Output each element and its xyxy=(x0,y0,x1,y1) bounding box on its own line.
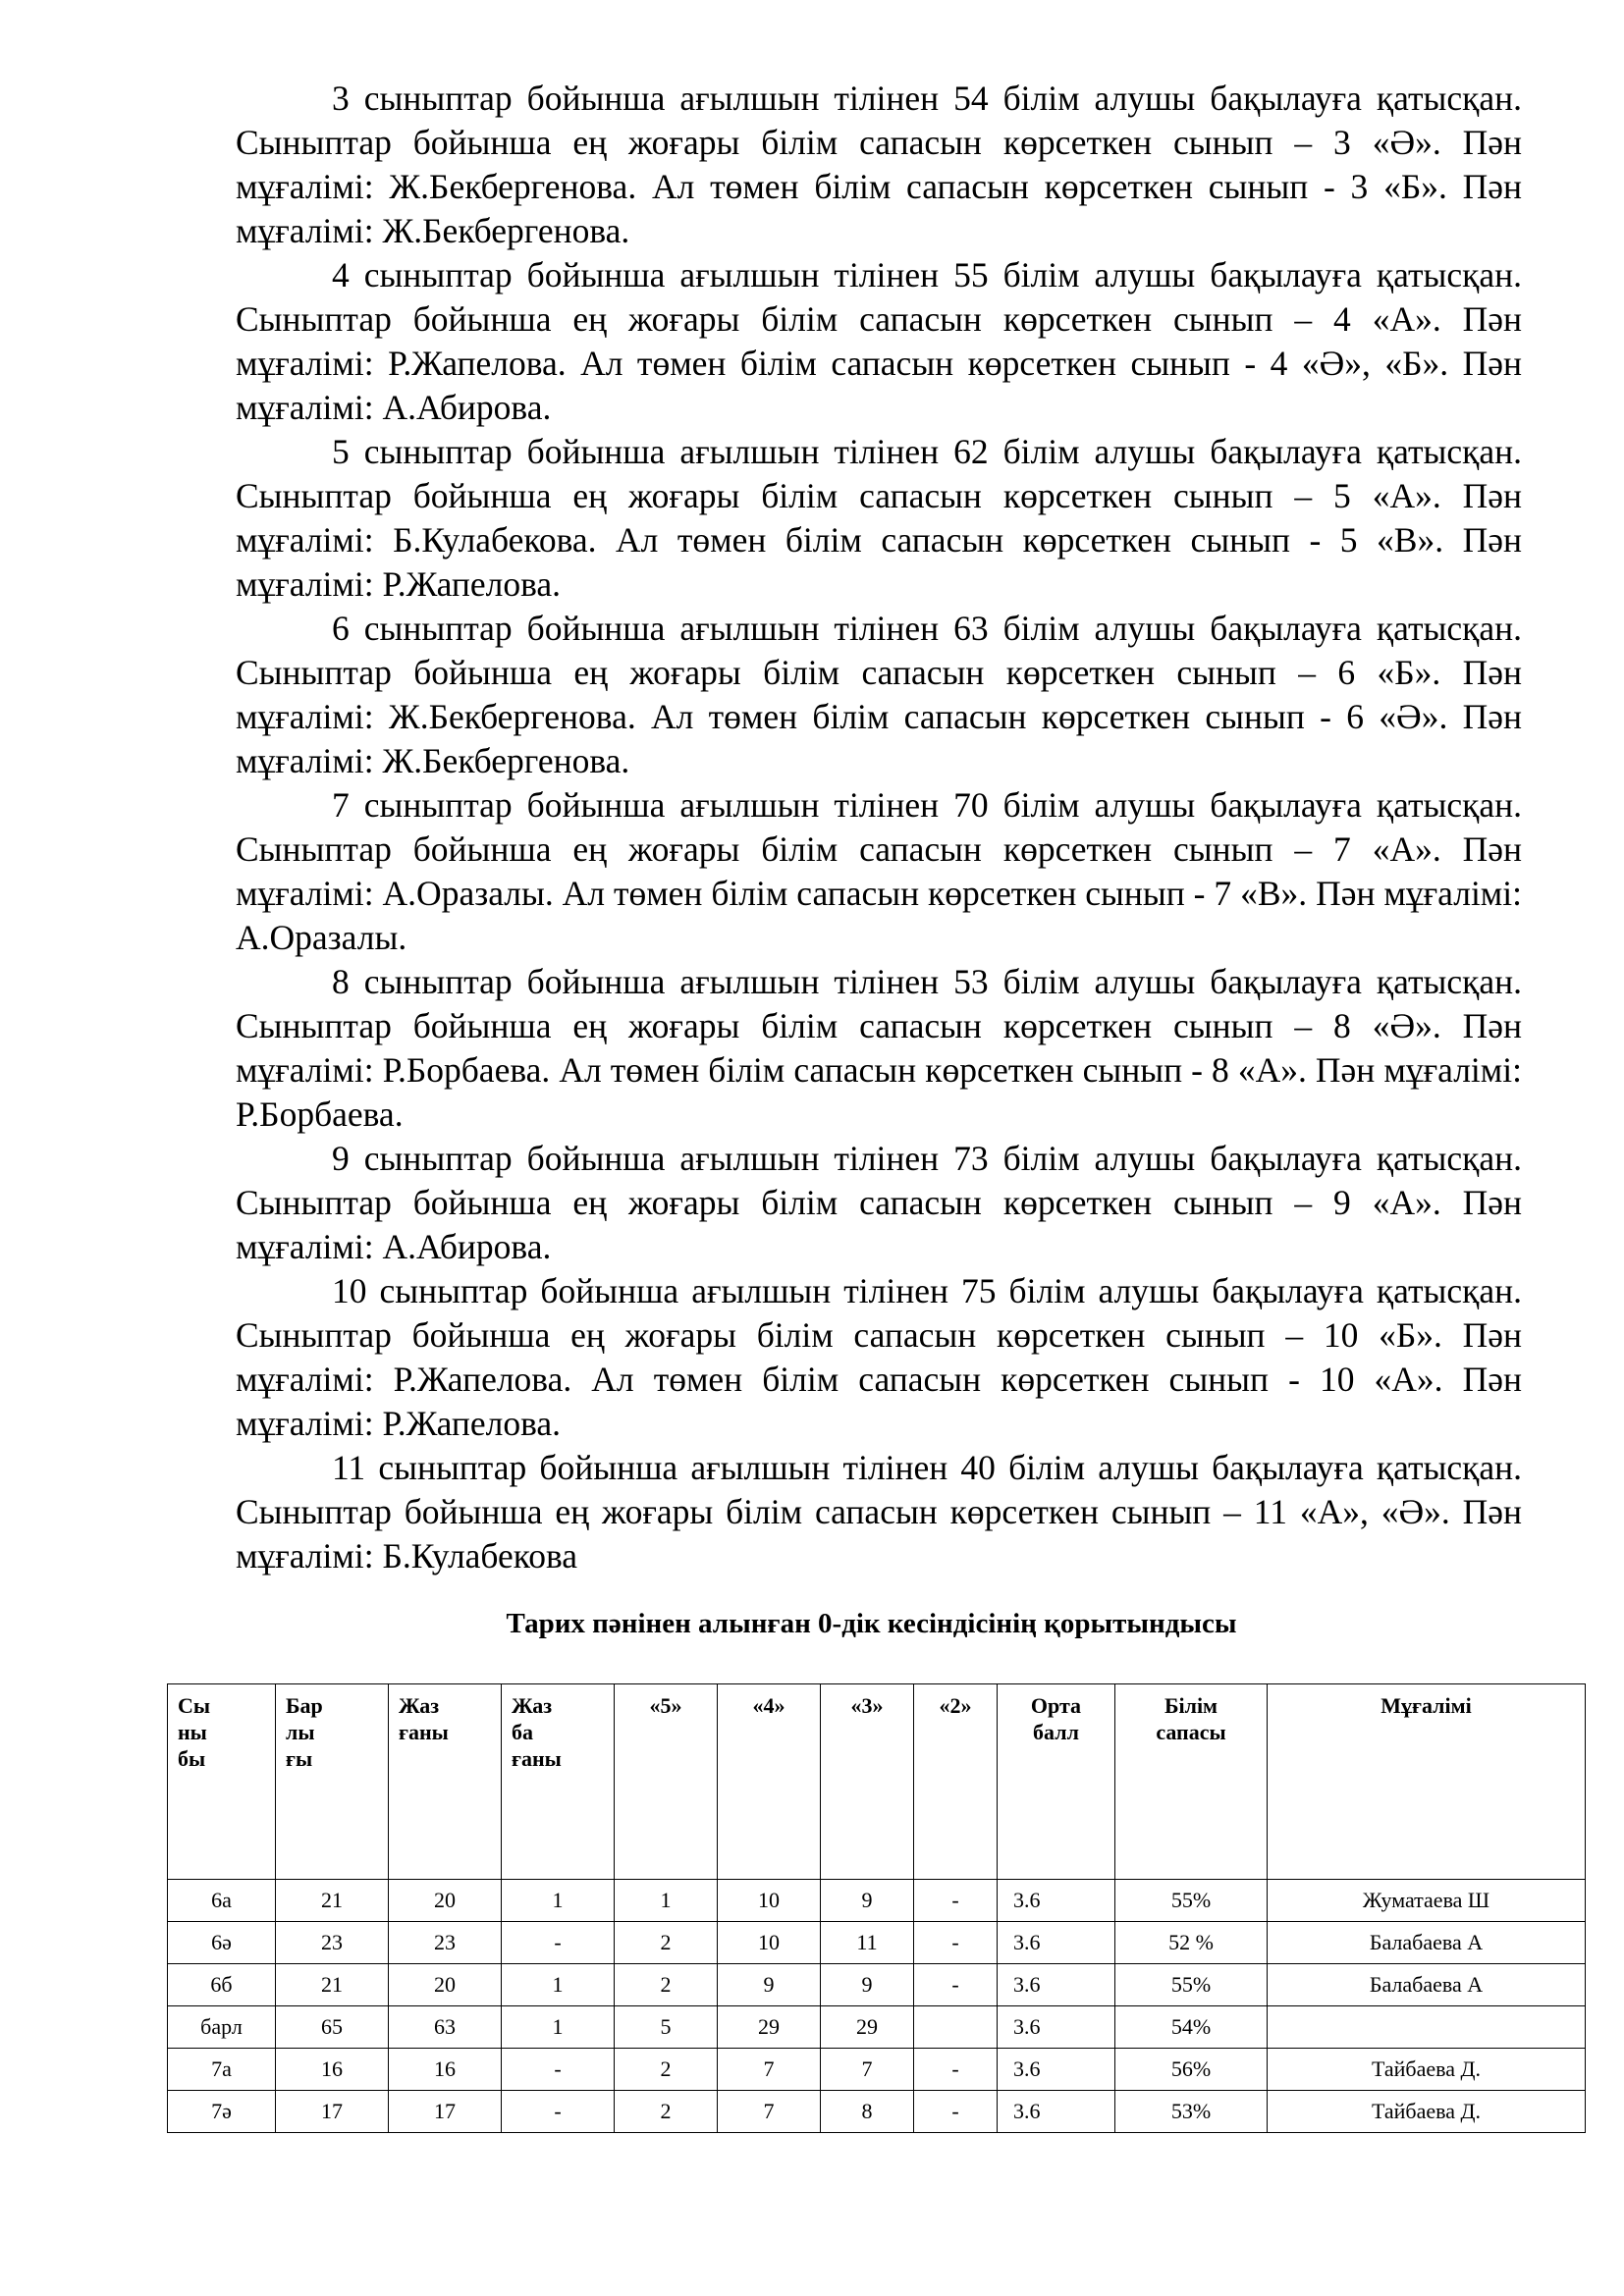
table-cell: 7а xyxy=(168,2049,276,2091)
table-cell: 3.6 xyxy=(998,1880,1115,1922)
table-cell: 55% xyxy=(1115,1880,1268,1922)
table-cell: 21 xyxy=(276,1964,389,2006)
table-cell: 2 xyxy=(615,2091,718,2133)
table-cell: 5 xyxy=(615,2006,718,2049)
table-cell: 65 xyxy=(276,2006,389,2049)
table-cell: Тайбаева Д. xyxy=(1268,2049,1586,2091)
paragraph-grade-9: 9 сыныптар бойынша ағылшын тілінен 73 білім алушы бақылауға қатысқан. Сыныптар бойынша ең жоғары білім сапасын көрсеткен сынып – 9 «А». Пән мұғалімі: А.Абирова. xyxy=(236,1139,1522,1266)
paragraph-grade-5: 5 сыныптар бойынша ағылшын тілінен 62 білім алушы бақылауға қатысқан. Сыныптар бойынша ең жоғары білім сапасын көрсеткен сынып – 5 «А». Пән мұғалімі: Б.Кулабекова. Ал төмен білім сапасын көрсеткен сынып - 5 «В». Пән мұғалімі: Р.Жапелова. xyxy=(236,432,1522,604)
table-cell: 9 xyxy=(821,1964,914,2006)
table-row xyxy=(168,2006,1586,2049)
table-cell: 3.6 xyxy=(998,1964,1115,2006)
table-row xyxy=(168,1922,1586,1964)
table-cell: 17 xyxy=(276,2091,389,2133)
table-header-cell: Сы ны бы xyxy=(168,1684,276,1880)
table-cell: 10 xyxy=(718,1880,821,1922)
table-cell: 1 xyxy=(502,2006,615,2049)
paragraph-grade-10: 10 сыныптар бойынша ағылшын тілінен 75 білім алушы бақылауға қатысқан. Сыныптар бойынша ең жоғары білім сапасын көрсеткен сынып – 10 «Б». Пән мұғалімі: Р.Жапелова. Ал төмен білім сапасын көрсеткен сынып - 10 «А». Пән мұғалімі: Р.Жапелова. xyxy=(236,1271,1522,1443)
table-header-row xyxy=(168,1684,1586,1880)
table-cell: 53% xyxy=(1115,2091,1268,2133)
table-cell: 20 xyxy=(389,1964,502,2006)
table-cell: 55% xyxy=(1115,1964,1268,2006)
paragraph-grade-11: 11 сыныптар бойынша ағылшын тілінен 40 білім алушы бақылауға қатысқан. Сыныптар бойынша ең жоғары білім сапасын көрсеткен сынып – 11 «А», «Ә». Пән мұғалімі: Б.Кулабекова xyxy=(236,1448,1522,1575)
table-cell: 6ә xyxy=(168,1922,276,1964)
table-header-cell: «5» xyxy=(615,1684,718,1880)
table-cell: Балабаева А xyxy=(1268,1922,1586,1964)
table-cell: - xyxy=(502,2091,615,2133)
table-cell: 1 xyxy=(615,1880,718,1922)
table-cell: 3.6 xyxy=(998,2091,1115,2133)
table-row xyxy=(168,2049,1586,2091)
table-body xyxy=(168,1880,1586,2133)
table-cell: Тайбаева Д. xyxy=(1268,2091,1586,2133)
table-header-cell: Жаз ғаны xyxy=(389,1684,502,1880)
table-cell: 16 xyxy=(389,2049,502,2091)
table-cell: 2 xyxy=(615,2049,718,2091)
table-cell: 3.6 xyxy=(998,2049,1115,2091)
table-row xyxy=(168,1964,1586,2006)
table-cell: - xyxy=(914,2091,998,2133)
table-header-cell: «4» xyxy=(718,1684,821,1880)
table-cell: Балабаева А xyxy=(1268,1964,1586,2006)
table-cell: 11 xyxy=(821,1922,914,1964)
table-cell: 7ә xyxy=(168,2091,276,2133)
table-header-cell: Орта балл xyxy=(998,1684,1115,1880)
table-cell: Жуматаева Ш xyxy=(1268,1880,1586,1922)
paragraph-grade-3: 3 сыныптар бойынша ағылшын тілінен 54 білім алушы бақылауға қатысқан. Сыныптар бойынша ең жоғары білім сапасын көрсеткен сынып – 3 «Ә». Пән мұғалімі: Ж.Бекбергенова. Ал төмен білім сапасын көрсеткен сынып - 3 «Б». Пән мұғалімі: Ж.Бекбергенова. xyxy=(236,79,1522,250)
table-cell: - xyxy=(914,1964,998,2006)
table-header-cell: «3» xyxy=(821,1684,914,1880)
table-cell: 7 xyxy=(718,2091,821,2133)
results-table xyxy=(167,1683,1586,2133)
table-cell: - xyxy=(502,2049,615,2091)
table-cell: 1 xyxy=(502,1880,615,1922)
paragraph-grade-4: 4 сыныптар бойынша ағылшын тілінен 55 білім алушы бақылауға қатысқан. Сыныптар бойынша ең жоғары білім сапасын көрсеткен сынып – 4 «А». Пән мұғалімі: Р.Жапелова. Ал төмен білім сапасын көрсеткен сынып - 4 «Ә», «Б». Пән мұғалімі: А.Абирова. xyxy=(236,255,1522,427)
table-cell: 23 xyxy=(389,1922,502,1964)
table-title: Тарих пәнінен алынған 0-дік кесіндісінің қорытындысы xyxy=(506,1608,1237,1639)
table-cell: - xyxy=(914,1922,998,1964)
table-header-cell: Бар лы ғы xyxy=(276,1684,389,1880)
table-cell: 63 xyxy=(389,2006,502,2049)
table-cell: - xyxy=(502,1922,615,1964)
table-cell: 3.6 xyxy=(998,1922,1115,1964)
table-cell: 29 xyxy=(718,2006,821,2049)
table-cell: 9 xyxy=(718,1964,821,2006)
table-cell: 1 xyxy=(502,1964,615,2006)
table-cell: 9 xyxy=(821,1880,914,1922)
table-cell: 7 xyxy=(821,2049,914,2091)
paragraph-grade-7: 7 сыныптар бойынша ағылшын тілінен 70 білім алушы бақылауға қатысқан. Сыныптар бойынша ең жоғары білім сапасын көрсеткен сынып – 7 «А». Пән мұғалімі: А.Оразалы. Ал төмен білім сапасын көрсеткен сынып - 7 «В». Пән мұғалімі: А.Оразалы. xyxy=(236,785,1522,957)
table-row xyxy=(168,2091,1586,2133)
table-cell: барл xyxy=(168,2006,276,2049)
table-cell: 8 xyxy=(821,2091,914,2133)
paragraph-grade-8: 8 сыныптар бойынша ағылшын тілінен 53 білім алушы бақылауға қатысқан. Сыныптар бойынша ең жоғары білім сапасын көрсеткен сынып – 8 «Ә». Пән мұғалімі: Р.Борбаева. Ал төмен білім сапасын көрсеткен сынып - 8 «А». Пән мұғалімі: Р.Борбаева. xyxy=(236,962,1522,1134)
table-cell: 17 xyxy=(389,2091,502,2133)
table-cell: 54% xyxy=(1115,2006,1268,2049)
table-cell: 7 xyxy=(718,2049,821,2091)
table-cell: 2 xyxy=(615,1964,718,2006)
table-cell: 21 xyxy=(276,1880,389,1922)
table-header-cell: «2» xyxy=(914,1684,998,1880)
table-cell: 20 xyxy=(389,1880,502,1922)
table-cell xyxy=(1268,2006,1586,2049)
table-cell: 10 xyxy=(718,1922,821,1964)
report-text xyxy=(236,77,1522,1578)
table-cell: - xyxy=(914,2049,998,2091)
table-cell: 6а xyxy=(168,1880,276,1922)
table-cell: 2 xyxy=(615,1922,718,1964)
table-cell: - xyxy=(914,1880,998,1922)
table-cell: 6б xyxy=(168,1964,276,2006)
table-cell: 16 xyxy=(276,2049,389,2091)
paragraph-grade-6: 6 сыныптар бойынша ағылшын тілінен 63 білім алушы бақылауға қатысқан. Сыныптар бойынша ең жоғары білім сапасын көрсеткен сынып – 6 «Б». Пән мұғалімі: Ж.Бекбергенова. Ал төмен білім сапасын көрсеткен сынып - 6 «Ә». Пән мұғалімі: Ж.Бекбергенова. xyxy=(236,609,1522,780)
table-cell: 52 % xyxy=(1115,1922,1268,1964)
table-cell: 29 xyxy=(821,2006,914,2049)
table-cell xyxy=(914,2006,998,2049)
table-cell: 3.6 xyxy=(998,2006,1115,2049)
table-header-cell: Білім сапасы xyxy=(1115,1684,1268,1880)
table-header-cell: Жаз ба ғаны xyxy=(502,1684,615,1880)
table-cell: 23 xyxy=(276,1922,389,1964)
table-header-cell: Мұғалімі xyxy=(1268,1684,1586,1880)
table-cell: 56% xyxy=(1115,2049,1268,2091)
table-row xyxy=(168,1880,1586,1922)
